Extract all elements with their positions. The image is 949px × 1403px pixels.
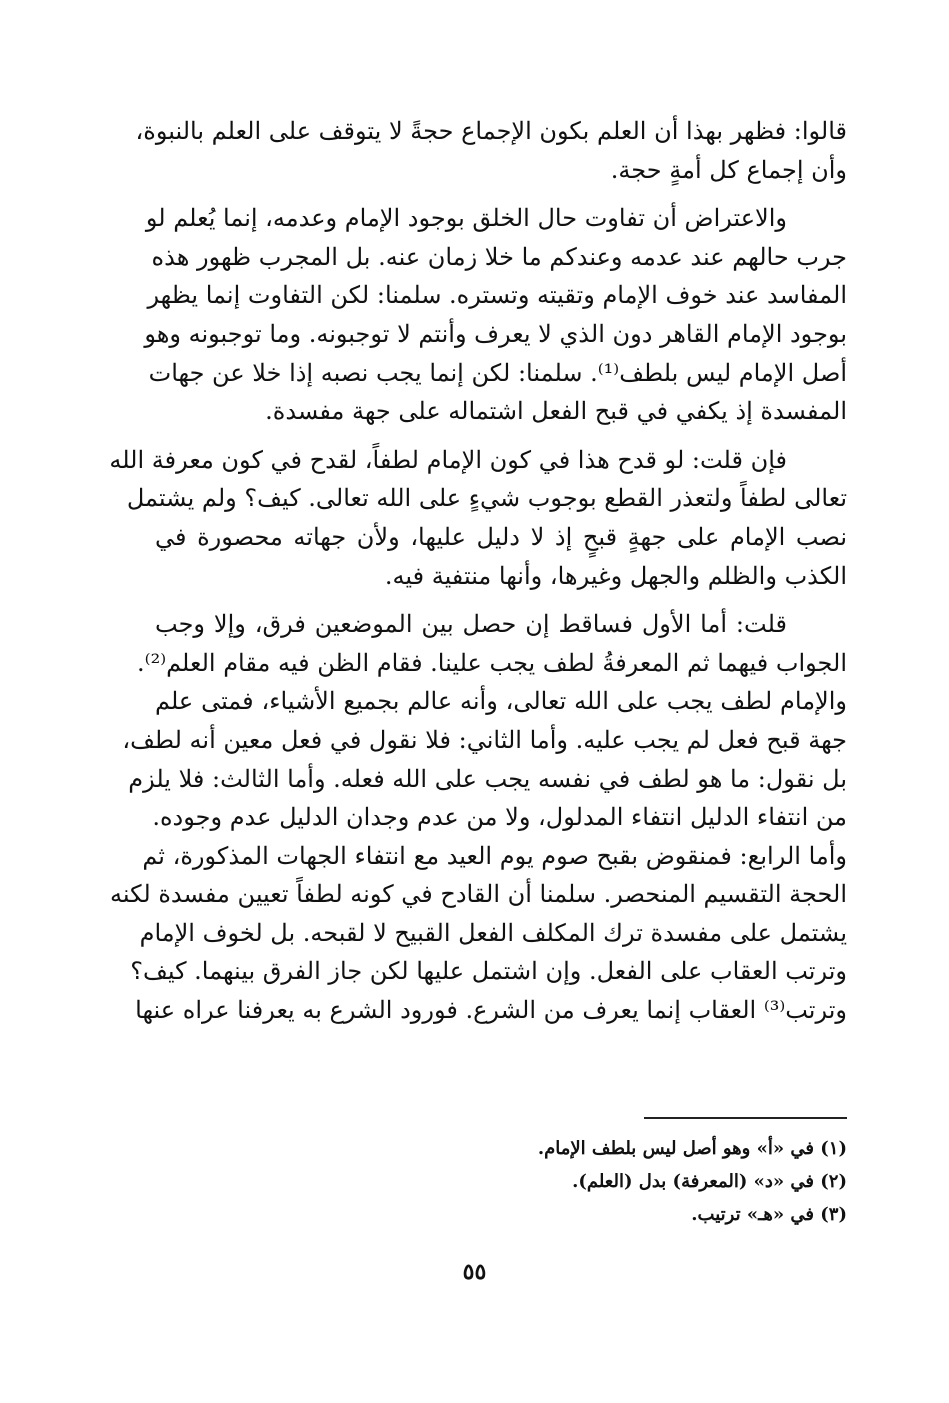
text-line: يشتمل على مفسدة ترك المكلف الفعل القبيح لا لقبحه. بل لخوف الإمام: [139, 918, 847, 947]
page-number: ٥٥: [462, 1259, 487, 1285]
footnote-2: (٢) في «د» (المعرفة) بدل (العلم).: [572, 1171, 847, 1192]
main-text: [109, 112, 847, 1030]
text-line: بوجود الإمام القاهر دون الذي لا يعرف وأنتم لا توجبونه. وما توجبونه وهو: [144, 319, 847, 348]
text-line: الجواب فيهما ثم المعرفةُ لطف يجب علينا. فقام الظن فيه مقام العلم⁽²⁾.: [137, 648, 847, 677]
text-line: وترتب⁽³⁾ العقاب إنما يعرف من الشرع. فورود الشرع به يعرفنا عراه عنها: [135, 996, 847, 1025]
text-line: من انتفاء الدليل انتفاء المدلول، ولا من عدم وجدان الدليل عدم وجوده.: [152, 803, 847, 832]
text-line: جرب حالهم عند عدمه وعندكم ما خلا زمان عنه. بل المجرب ظهور هذه: [151, 242, 847, 271]
text-line: قالوا: فظهر بهذا أن العلم بكون الإجماع حجةً لا يتوقف على العلم بالنبوة،: [135, 117, 847, 145]
paragraph: [144, 199, 847, 431]
text-line: تعالى لطفاً ولتعذر القطع بوجوب شيءٍ على الله تعالى. كيف؟ ولم يشتمل: [126, 484, 847, 513]
text-line: أصل الإمام ليس بلطف⁽¹⁾. سلمنا: لكن إنما يجب نصبه إذا خلا عن جهات: [148, 358, 847, 387]
text-line: فإن قلت: لو قدح هذا في كون الإمام لطفاً، لقدح في كون معرفة الله: [109, 445, 787, 474]
text-line: والاعتراض أن تفاوت حال الخلق بوجود الإمام وعدمه، إنما يُعلم لو: [145, 204, 787, 233]
text-line: وأن إجماع كل أمةٍ حجة.: [610, 155, 847, 184]
footnote-3: (٣) في «هـ» ترتيب.: [691, 1204, 847, 1225]
footnote-divider: [644, 1117, 847, 1119]
text-line: الكذب والظلم والجهل وغيرها، وأنها منتفية فيه.: [384, 561, 847, 590]
paragraph: [109, 441, 847, 595]
text-line: والإمام لطف يجب على الله تعالى، وأنه عالم بجميع الأشياء، فمتى علم: [155, 687, 847, 716]
text-line: قلت: أما الأول فساقط إن حصل بين الموضعين فرق، وإلا وجب: [155, 610, 787, 639]
text-line: المفسدة إذ يكفي في قبح الفعل اشتماله على جهة مفسدة.: [265, 397, 847, 426]
text-line: وترتب العقاب على الفعل. وإن اشتمل عليها لكن جاز الفرق بينهما. كيف؟: [130, 957, 847, 986]
footnotes: [155, 1132, 847, 1231]
text-line: الحجة التقسيم المنحصر. سلمنا أن القادح في كونه لطفاً تعيين مفسدة لكنه: [110, 880, 847, 909]
text-line: بل نقول: ما هو لطف في نفسه يجب على الله فعله. وأما الثالث: فلا يلزم: [128, 764, 847, 793]
paragraph: [110, 605, 847, 1030]
text-line: المفاسد عند خوف الإمام وتقيته وتستره. سلمنا: لكن التفاوت إنما يظهر: [147, 281, 847, 310]
paragraph: [135, 112, 847, 189]
text-line: وأما الرابع: فمنقوض بقبح صوم يوم العيد مع انتفاء الجهات المذكورة، ثم: [142, 841, 847, 870]
text-line: جهة قبح فعل لم يجب عليه. وأما الثاني: فلا نقول في فعل معين أنه لطف،: [122, 725, 847, 754]
footnote-1: (١) في «أ» وهو أصل ليس بلطف الإمام.: [537, 1138, 847, 1159]
text-line: نصب الإمام على جهةٍ قبحٍ إذ لا دليل عليها، ولأن جهاته محصورة في: [155, 522, 847, 551]
